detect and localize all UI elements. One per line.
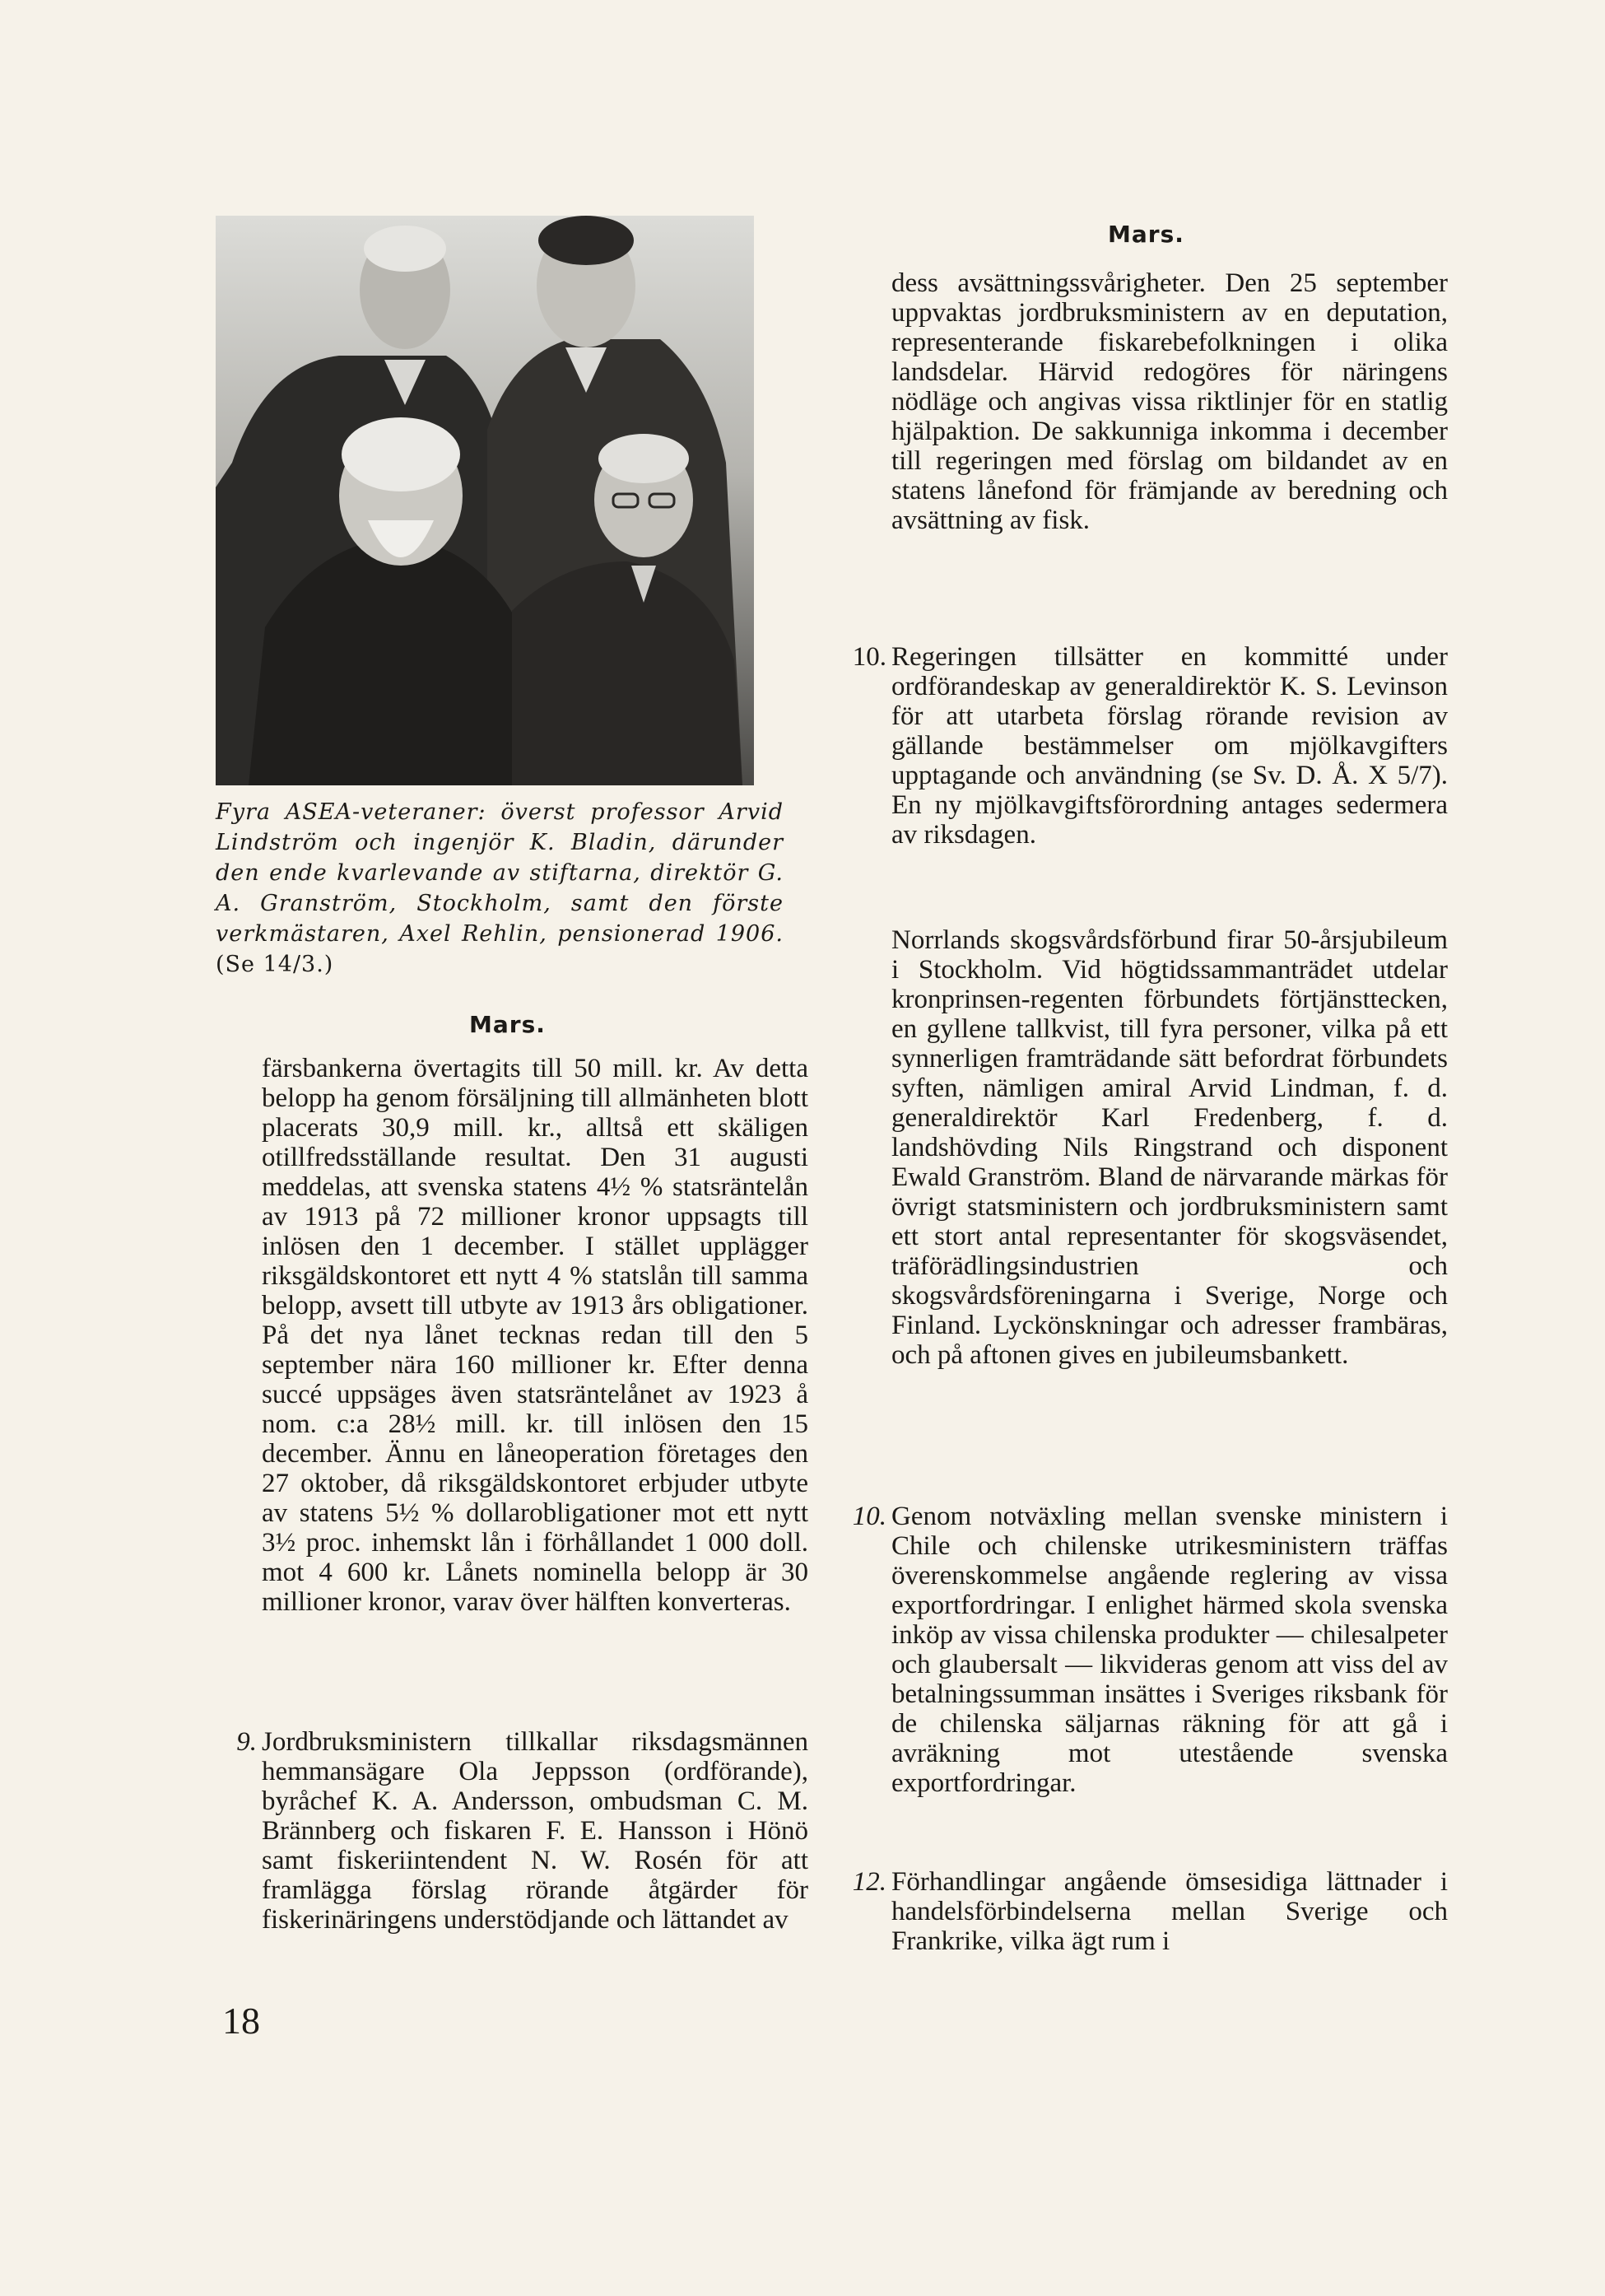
left-month-heading: Mars. [469,1011,546,1038]
entry-9-number: 9. [236,1727,257,1757]
entry-10a-number: 10. [852,642,886,672]
entry-12-text: Förhandlingar angående ömsesidiga lättnader i handelsförbindelserna mellan Sverige och Frankrike, vilka ägt rum i [891,1867,1448,1956]
left-paragraph-text: färsbankerna övertagits till 50 mill. kr. Av detta belopp ha genom försäljning till allmänheten blott placerats 30,9 mill. kr., alltså ett skäligen otillfredsställande resultat. Den 31 augusti meddelas, att svenska statens 4½ % statsräntelån av 1913 på 72 millioner kronor uppsagts till inlösen den 1 december. I stället upplägger riksgäldskontoret ett nytt 4 % statslån till samma belopp, avsett till utbyte av 1913 års obligationer. På det nya lånet tecknas redan till den 5 september nära 160 millioner kr. Efter denna succé uppsäges även statsräntelånet av 1923 å nom. c:a 28½ mill. kr. till inlösen den 15 december. Ännu en låneoperation företages den 27 oktober, då riksgäldskontoret erbjuder utbyte av statens 5½ % dollarobligationer mot ett nytt 3½ proc. inhemskt lån i förhållandet 1 000 doll. mot 4 600 kr. Lånets nominella belopp är 30 millioner kronor, varav över hälften konverteras. [262,1054,808,1617]
entry-9 [216,1727,808,1966]
right-month-heading: Mars. [1108,221,1184,248]
entry-12-number: 12. [852,1867,886,1897]
left-paragraph [262,1054,808,1617]
photo-caption [216,797,784,980]
entry-10b-text: Genom notväxling mellan svenske ministern i Chile och chilenske utrikesministern träffas överenskommelse angående reglering av vissa exportfordringar. I enlighet härmed skola svenska inköp av vissa chilenska produkter — chilesalpeter och glaubersalt — likvideras genom att viss del av betalningssumman insättes i Sveriges riksbank för de chilenska säljarnas räkning för att gå i avräkning mot utestående svenska exportfordringar. [891,1502,1448,1798]
entry-10-kommitte [845,642,1448,889]
entry-12 [845,1867,1448,1966]
photograph-four-veterans [216,216,754,785]
caption-reference: (Se 14/3.) [216,952,334,977]
entry-10b-number: 10. [852,1502,886,1531]
norrland-paragraph-text: Norrlands skogsvårdsförbund firar 50-årsjubileum i Stockholm. Vid högtidssammanträdet utdelar kronprinsen-regenten förbundets förtjänsttecken, en gyllene tallkvist, till fyra personer, vilka på ett synnerligen framträdande sätt befordrat förbundets syften, nämligen amiral Arvid Lindman, f. d. generaldirektör Karl Fredenberg, f. d. landshövding Nils Ringstrand och disponent Ewald Granström. Bland de närvarande märkas för övrigt statsministern och jordbruksministern samt ett stort antal representanter för skogsväsendet, träförädlingsindustrien och skogsvårdsföreningarna i Sverige, Norge och Finland. Lyckönskningar och adresser frambäras, och på aftonen gives en jubileumsbankett. [891,925,1448,1370]
norrland-paragraph [891,925,1448,1370]
entry-10-notvaxling [845,1502,1448,1831]
portrait-illustration [216,216,754,785]
caption-text: Fyra ASEA-veteraner: överst professor Arvid Lindström och ingenjör K. Bladin, därunder den ende kvarlevande av stiftarna, direktör G. A. Granström, Stockholm, samt den förste verkmästaren, Axel Rehlin, pensionerad 1906. [216,799,784,947]
right-top-paragraph [891,268,1448,535]
entry-9-text: Jordbruksministern tillkallar riksdagsmännen hemmansägare Ola Jeppsson (ordförande), byråchef K. A. Andersson, ombudsman C. M. Brännberg och fiskaren F. E. Hansson i Hönö samt fiskeriintendent N. W. Rosén för att framlägga förslag rörande åtgärder för fiskerinäringens understödjande och lättandet av [262,1727,808,1935]
page-number: 18 [222,2000,260,2042]
entry-10a-text: Regeringen tillsätter en kommitté under ordförandeskap av generaldirektör K. S. Levinson för att utarbeta förslag rörande revision av gällande bestämmelser om mjölkavgifters upptagande och användning (se Sv. D. Å. X 5/7). En ny mjölkavgiftsförordning antages sedermera av riksdagen. [891,642,1448,850]
right-top-paragraph-text: dess avsättningssvårigheter. Den 25 september uppvaktas jordbruksministern av en deputation, representerande fiskarebefolkningen i olika landsdelar. Härvid redogöres för näringens nödläge och angivas vissa riktlinjer för en statlig hjälpaktion. De sakkunniga inkomma i december till regeringen med förslag om bildandet av en statens lånefond för främjande av beredning och avsättning av fisk. [891,268,1448,535]
